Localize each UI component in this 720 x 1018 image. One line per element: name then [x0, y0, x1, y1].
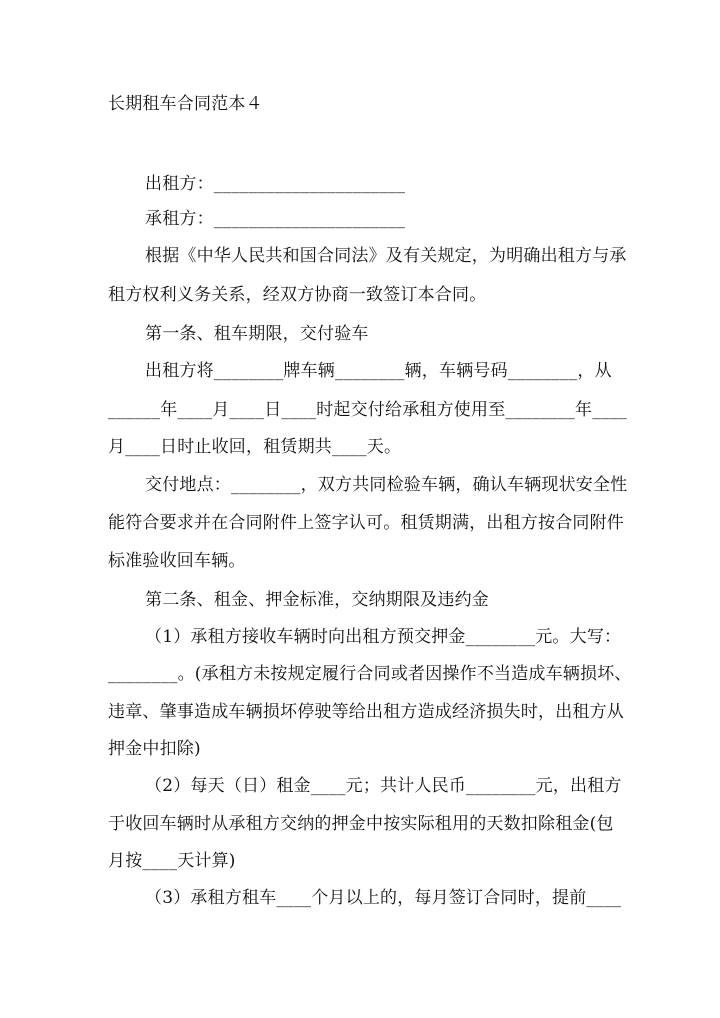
- lessee-line: 承租方：______________________: [145, 209, 406, 229]
- body-line-11: 违章、肇事造成车辆损坏停驶等给出租方造成经济损失时，出租方从: [108, 702, 624, 722]
- body-line-9: （1）承租方接收车辆时向出租方预交押金________元。大写：: [145, 627, 622, 647]
- lessor-line: 出租方：______________________: [145, 174, 406, 194]
- body-line-13: （2）每天（日）租金____元；共计人民币________元，出租方: [145, 776, 622, 796]
- body-line-8: 标准验收回车辆。: [108, 551, 246, 571]
- body-line-16: （3）承租方租车____个月以上的，每月签订合同时，提前____: [145, 888, 622, 908]
- body-line-10: ________。(承租方未按规定履行合同或者因操作不当造成车辆损坏、: [108, 664, 632, 684]
- body-line-12: 押金中扣除): [108, 739, 201, 759]
- body-line-1: 根据《中华人民共和国合同法》及有关规定，为明确出租方与承: [145, 246, 627, 266]
- body-line-7: 能符合要求并在合同附件上签字认可。租赁期满，出租方按合同附件: [108, 513, 624, 533]
- body-line-2: 租方权利义务关系，经双方协商一致签订本合同。: [108, 285, 487, 305]
- document-title: 长期租车合同范本４: [108, 94, 263, 114]
- article-1-heading: 第一条、租车期限，交付验车: [145, 324, 369, 344]
- article-2-heading: 第二条、租金、押金标准，交纳期限及违约金: [145, 590, 489, 610]
- body-line-3: 出租方将________牌车辆________辆，车辆号码________，从: [145, 361, 612, 381]
- body-line-15: 月按____天计算): [108, 851, 236, 871]
- body-line-5: 月____日时止收回，租赁期共____天。: [108, 437, 402, 457]
- body-line-14: 于收回车辆时从承租方交纳的押金中按实际租用的天数扣除租金(包: [108, 814, 614, 834]
- body-line-4: ______年____月____日____时起交付给承租方使用至________年____: [108, 400, 627, 420]
- body-line-6: 交付地点：________，双方共同检验车辆，确认车辆现状安全性: [145, 475, 628, 495]
